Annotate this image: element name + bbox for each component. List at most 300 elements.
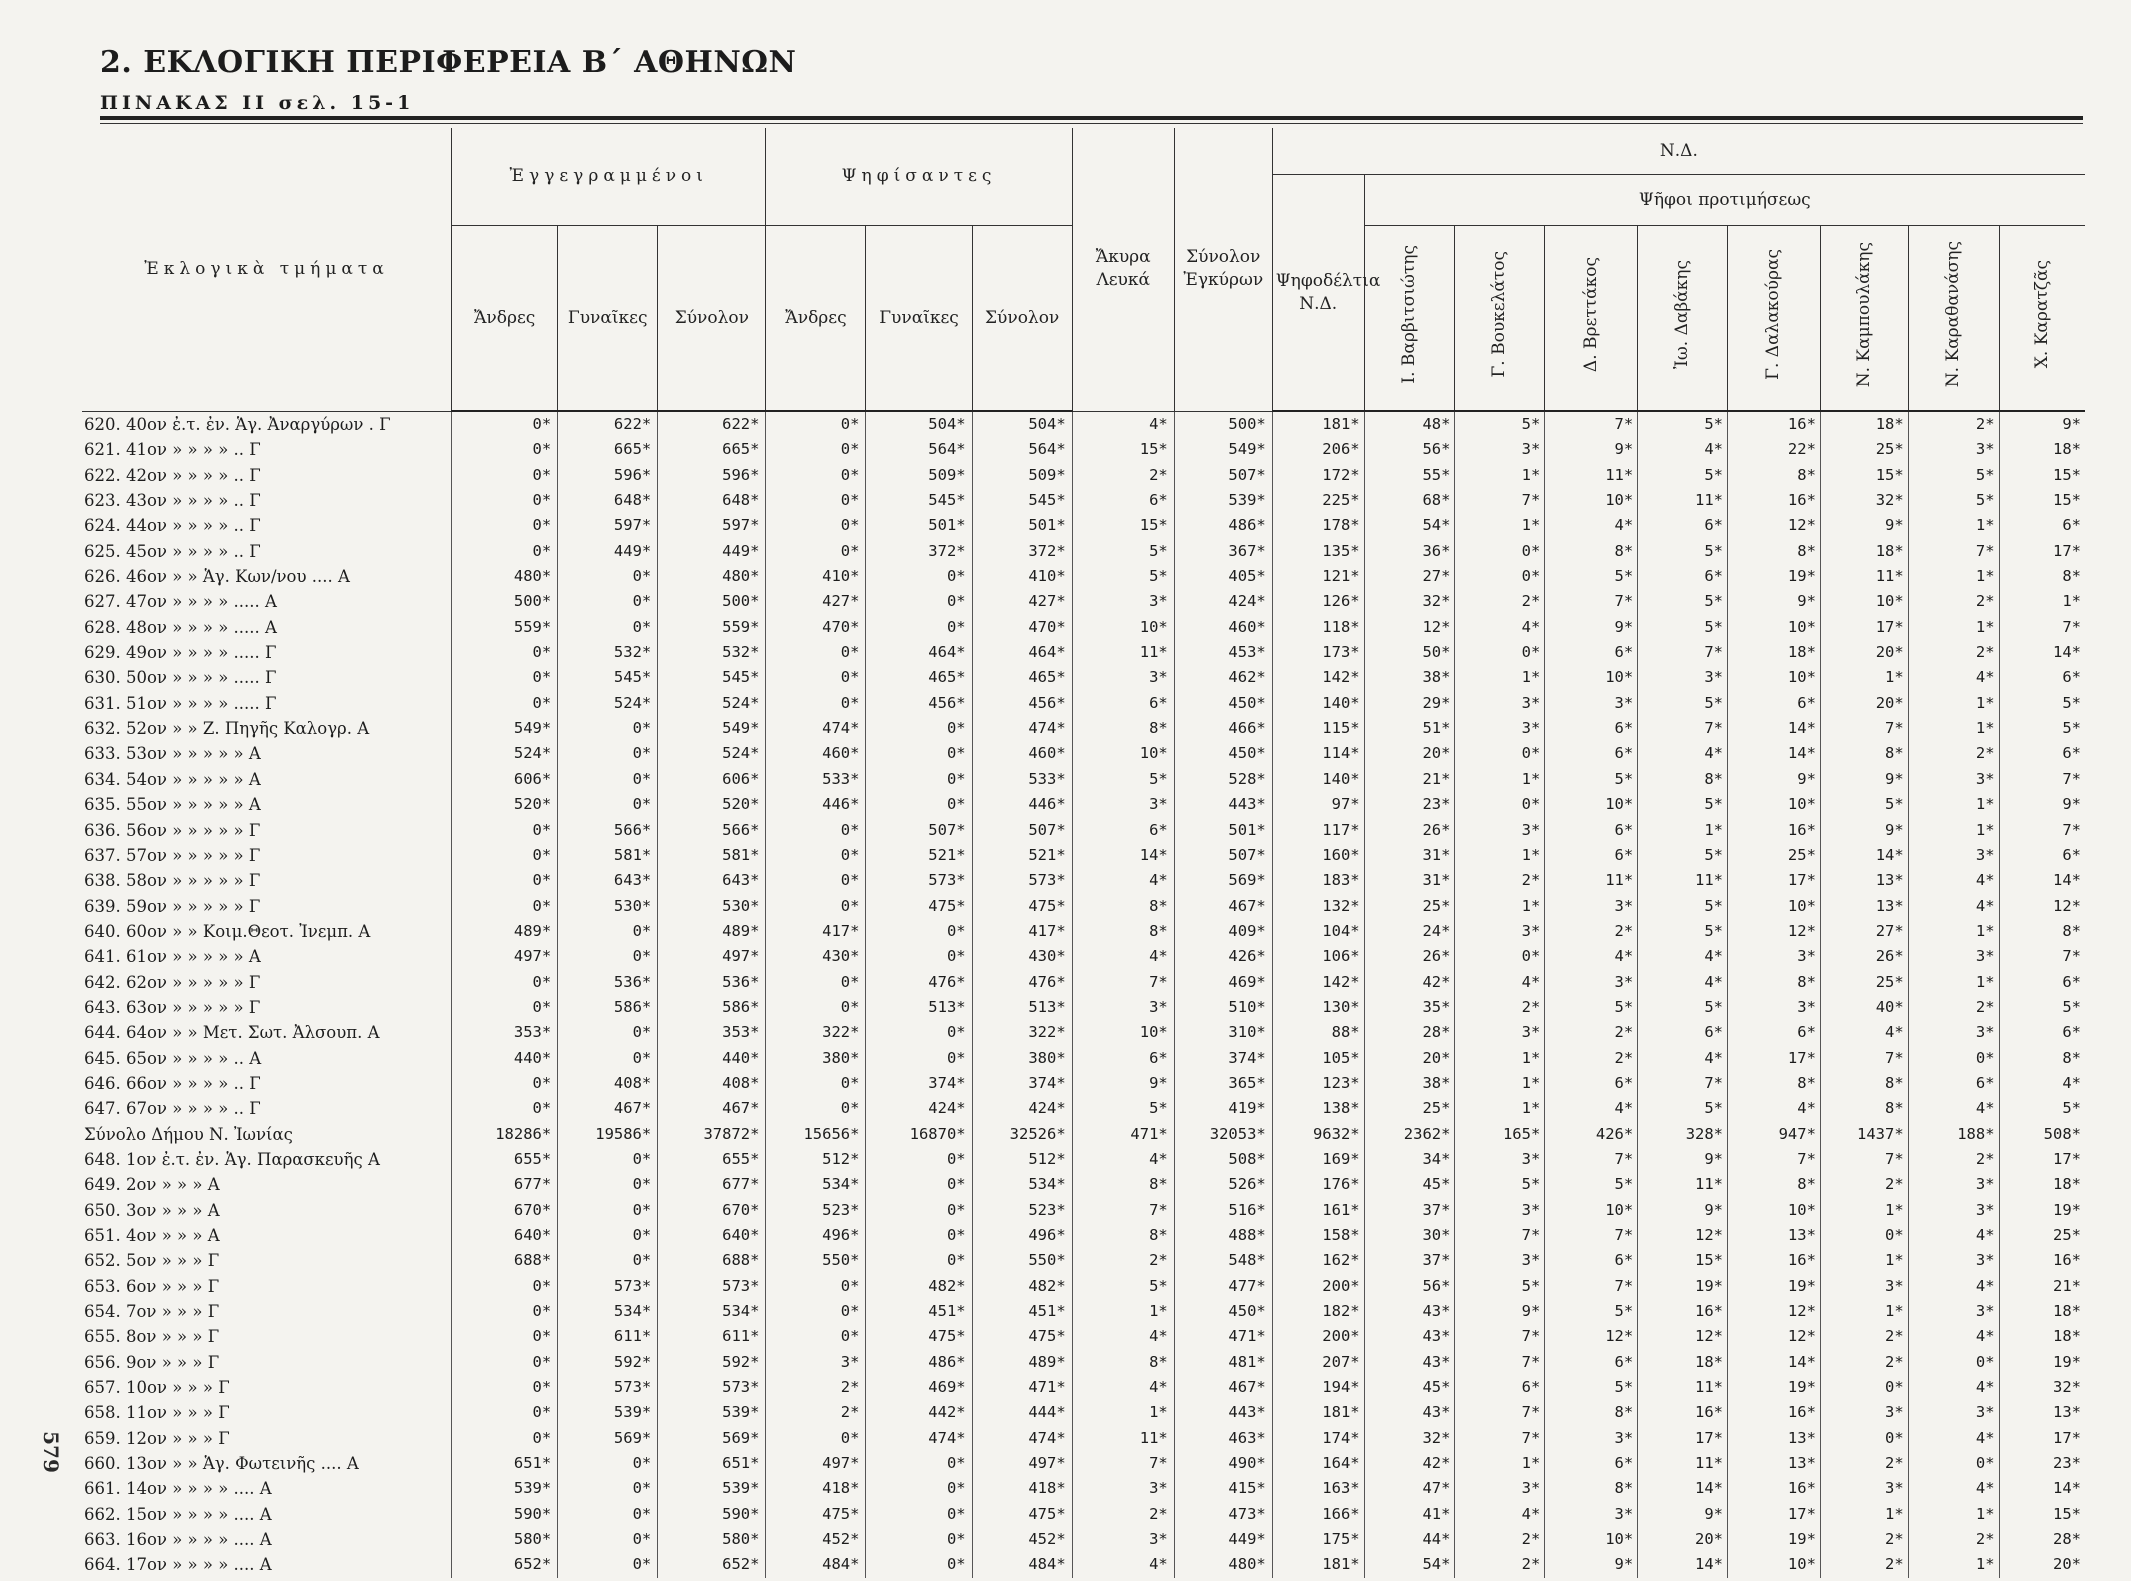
value-cell: 440* xyxy=(452,1046,558,1071)
value-cell: 1* xyxy=(1908,716,1999,741)
value-cell: 539* xyxy=(1174,488,1272,513)
value-cell: 29* xyxy=(1364,691,1455,716)
header-invalid: Ἄκυρα Λευκά xyxy=(1072,128,1174,411)
table-row xyxy=(82,513,2085,538)
value-cell: 2* xyxy=(1908,995,1999,1020)
value-cell: 6* xyxy=(1545,716,1638,741)
value-cell: 545* xyxy=(558,665,658,690)
value-cell: 17* xyxy=(1820,615,1908,640)
value-cell: 23* xyxy=(1364,792,1455,817)
value-cell: 464* xyxy=(866,640,972,665)
value-cell: 9* xyxy=(1999,411,2085,437)
value-cell: 490* xyxy=(1174,1451,1272,1476)
value-cell: 166* xyxy=(1272,1502,1364,1527)
value-cell: 3* xyxy=(1545,1426,1638,1451)
value-cell: 6* xyxy=(1545,1451,1638,1476)
value-cell: 0* xyxy=(766,539,866,564)
value-cell: 17* xyxy=(1638,1426,1728,1451)
value-cell: 1* xyxy=(1908,513,1999,538)
value-cell: 6* xyxy=(1728,691,1821,716)
section-label: 639. 59ον » » » » » Γ xyxy=(84,896,261,916)
value-cell: 1* xyxy=(1455,894,1545,919)
header-registered-men: Ἄνδρες xyxy=(452,226,558,412)
value-cell: 0* xyxy=(558,944,658,969)
value-cell: 0* xyxy=(766,488,866,513)
value-cell: 20* xyxy=(1999,1552,2085,1577)
value-cell: 3* xyxy=(1455,919,1545,944)
value-cell: 178* xyxy=(1272,513,1364,538)
value-cell: 10* xyxy=(1728,1198,1821,1223)
value-cell: 7* xyxy=(1545,411,1638,437)
value-cell: 372* xyxy=(972,539,1072,564)
value-cell: 521* xyxy=(972,843,1072,868)
value-cell: 10* xyxy=(1820,589,1908,614)
value-cell: 475* xyxy=(866,894,972,919)
value-cell: 181* xyxy=(1272,1400,1364,1425)
value-cell: 688* xyxy=(658,1248,766,1273)
value-cell: 12* xyxy=(1545,1324,1638,1349)
value-cell: 9* xyxy=(1999,792,2085,817)
value-cell: 225* xyxy=(1272,488,1364,513)
value-cell: 532* xyxy=(558,640,658,665)
value-cell: 3* xyxy=(1455,1476,1545,1501)
section-label: 622. 42ον » » » » .. Γ xyxy=(84,465,261,485)
value-cell: 418* xyxy=(972,1476,1072,1501)
header-sections: Ἐκλογικὰ τμήματα xyxy=(82,128,452,411)
value-cell: 1* xyxy=(1455,843,1545,868)
value-cell: 440* xyxy=(658,1046,766,1071)
value-cell: 475* xyxy=(972,1324,1072,1349)
value-cell: 14* xyxy=(1728,1350,1821,1375)
value-cell: 164* xyxy=(1272,1451,1364,1476)
value-cell: 140* xyxy=(1272,767,1364,792)
value-cell: 0* xyxy=(866,564,972,589)
value-cell: 467* xyxy=(558,1096,658,1121)
value-cell: 6* xyxy=(1638,564,1728,589)
value-cell: 559* xyxy=(658,615,766,640)
value-cell: 2* xyxy=(1455,868,1545,893)
value-cell: 3* xyxy=(1908,437,1999,462)
value-cell: 13* xyxy=(1728,1223,1821,1248)
value-cell: 4* xyxy=(1638,970,1728,995)
value-cell: 14* xyxy=(1820,843,1908,868)
value-cell: 3* xyxy=(1908,767,1999,792)
value-cell: 10* xyxy=(1072,615,1174,640)
value-cell: 640* xyxy=(452,1223,558,1248)
value-cell: 5* xyxy=(1999,691,2085,716)
value-cell: 0* xyxy=(558,1046,658,1071)
value-cell: 489* xyxy=(452,919,558,944)
value-cell: 1* xyxy=(1072,1400,1174,1425)
value-cell: 536* xyxy=(558,970,658,995)
value-cell: 353* xyxy=(658,1020,766,1045)
page-header xyxy=(100,45,796,114)
value-cell: 6* xyxy=(1545,640,1638,665)
value-cell: 0* xyxy=(866,741,972,766)
value-cell: 9* xyxy=(1545,615,1638,640)
value-cell: 0* xyxy=(452,640,558,665)
section-label: 646. 66ον » » » » .. Γ xyxy=(84,1073,261,1093)
value-cell: 947* xyxy=(1728,1122,1821,1147)
page-title: 2. ΕΚΛΟΓΙΚΗ ΠΕΡΙΦΕΡΕΙΑ Β΄ ΑΘΗΝΩΝ xyxy=(100,45,797,80)
value-cell: 6* xyxy=(1545,1248,1638,1273)
value-cell: 0* xyxy=(452,843,558,868)
value-cell: 3* xyxy=(1638,665,1728,690)
value-cell: 569* xyxy=(658,1426,766,1451)
page-number: 579 xyxy=(38,1431,63,1473)
value-cell: 2* xyxy=(1545,919,1638,944)
value-cell: 11* xyxy=(1638,868,1728,893)
section-label: 645. 65ον » » » » .. Α xyxy=(84,1048,262,1068)
value-cell: 0* xyxy=(766,640,866,665)
value-cell: 15* xyxy=(1999,488,2085,513)
value-cell: 9* xyxy=(1545,437,1638,462)
value-cell: 1* xyxy=(1455,665,1545,690)
value-cell: 130* xyxy=(1272,995,1364,1020)
value-cell: 8* xyxy=(1728,1172,1821,1197)
value-cell: 10* xyxy=(1545,1198,1638,1223)
value-cell: 43* xyxy=(1364,1299,1455,1324)
value-cell: 38* xyxy=(1364,665,1455,690)
table-subtitle: ΠΙΝΑΚΑΣ ΙΙ σελ. 15-1 xyxy=(100,92,415,114)
value-cell: 0* xyxy=(558,564,658,589)
value-cell: 106* xyxy=(1272,944,1364,969)
value-cell: 30* xyxy=(1364,1223,1455,1248)
value-cell: 0* xyxy=(452,1324,558,1349)
value-cell: 5* xyxy=(1545,564,1638,589)
table-row xyxy=(82,1451,2085,1476)
value-cell: 4* xyxy=(1072,1324,1174,1349)
section-label: 628. 48ον » » » » ..... Α xyxy=(84,617,277,637)
section-label: 644. 64ον » » Μετ. Σωτ. Ἀλσουπ. Α xyxy=(84,1023,380,1043)
value-cell: 7* xyxy=(1545,1223,1638,1248)
value-cell: 5* xyxy=(1545,995,1638,1020)
value-cell: 5* xyxy=(1638,1096,1728,1121)
value-cell: 16870* xyxy=(866,1122,972,1147)
table-body xyxy=(82,411,2085,1578)
value-cell: 1* xyxy=(1820,665,1908,690)
value-cell: 474* xyxy=(766,716,866,741)
value-cell: 677* xyxy=(658,1172,766,1197)
value-cell: 456* xyxy=(866,691,972,716)
value-cell: 3* xyxy=(1908,1248,1999,1273)
header-valid: Σύνολον Ἐγκύρων xyxy=(1174,128,1272,411)
value-cell: 446* xyxy=(766,792,866,817)
table-row xyxy=(82,564,2085,589)
header-nd-ballots: Ψηφοδέλτια Ν.Δ. xyxy=(1272,175,1364,412)
value-cell: 513* xyxy=(972,995,1072,1020)
value-cell: 9* xyxy=(1545,1552,1638,1577)
value-cell: 0* xyxy=(1908,1451,1999,1476)
value-cell: 10* xyxy=(1545,1527,1638,1552)
value-cell: 408* xyxy=(558,1071,658,1096)
value-cell: 2* xyxy=(766,1400,866,1425)
value-cell: 181* xyxy=(1272,411,1364,437)
value-cell: 2* xyxy=(1455,1552,1545,1577)
value-cell: 8* xyxy=(1072,716,1174,741)
value-cell: 5* xyxy=(1545,767,1638,792)
value-cell: 174* xyxy=(1272,1426,1364,1451)
value-cell: 162* xyxy=(1272,1248,1364,1273)
value-cell: 7* xyxy=(1072,970,1174,995)
value-cell: 0* xyxy=(558,741,658,766)
value-cell: 510* xyxy=(1174,995,1272,1020)
value-cell: 7* xyxy=(1999,767,2085,792)
value-cell: 183* xyxy=(1272,868,1364,893)
value-cell: 16* xyxy=(1728,818,1821,843)
value-cell: 466* xyxy=(1174,716,1272,741)
value-cell: 442* xyxy=(866,1400,972,1425)
value-cell: 11* xyxy=(1072,640,1174,665)
value-cell: 3* xyxy=(1908,1172,1999,1197)
header-candidate: Ἰω. Δαβάκης xyxy=(1638,226,1728,412)
value-cell: 176* xyxy=(1272,1172,1364,1197)
value-cell: 409* xyxy=(1174,919,1272,944)
value-cell: 1* xyxy=(1455,1046,1545,1071)
value-cell: 161* xyxy=(1272,1198,1364,1223)
value-cell: 25* xyxy=(1820,970,1908,995)
section-label: 663. 16ον » » » » .... Α xyxy=(84,1530,272,1550)
value-cell: 6* xyxy=(1545,741,1638,766)
value-cell: 8* xyxy=(1072,1223,1174,1248)
value-cell: 481* xyxy=(1174,1350,1272,1375)
value-cell: 5* xyxy=(1455,1274,1545,1299)
value-cell: 0* xyxy=(866,1172,972,1197)
value-cell: 573* xyxy=(866,868,972,893)
value-cell: 500* xyxy=(658,589,766,614)
value-cell: 5* xyxy=(1638,843,1728,868)
value-cell: 160* xyxy=(1272,843,1364,868)
value-cell: 5* xyxy=(1638,463,1728,488)
value-cell: 419* xyxy=(1174,1096,1272,1121)
value-cell: 651* xyxy=(452,1451,558,1476)
value-cell: 6* xyxy=(1072,691,1174,716)
value-cell: 1* xyxy=(1455,1071,1545,1096)
value-cell: 17* xyxy=(1728,1046,1821,1071)
value-cell: 3* xyxy=(1908,944,1999,969)
value-cell: 8* xyxy=(1820,1071,1908,1096)
value-cell: 18* xyxy=(1638,1350,1728,1375)
table-row xyxy=(82,488,2085,513)
section-label: 653. 6ον » » » Γ xyxy=(84,1276,220,1296)
value-cell: 42* xyxy=(1364,1451,1455,1476)
value-cell: 51* xyxy=(1364,716,1455,741)
value-cell: 10* xyxy=(1545,665,1638,690)
value-cell: 16* xyxy=(1638,1400,1728,1425)
value-cell: 12* xyxy=(1728,513,1821,538)
value-cell: 0* xyxy=(866,589,972,614)
value-cell: 569* xyxy=(1174,868,1272,893)
value-cell: 4* xyxy=(1455,615,1545,640)
value-cell: 6* xyxy=(1999,1020,2085,1045)
value-cell: 9* xyxy=(1820,513,1908,538)
value-cell: 0* xyxy=(766,894,866,919)
table-row xyxy=(82,1552,2085,1577)
table-row xyxy=(82,1324,2085,1349)
section-label: 641. 61ον » » » » » Α xyxy=(84,947,261,967)
value-cell: 513* xyxy=(866,995,972,1020)
value-cell: 11* xyxy=(1638,1172,1728,1197)
table-row xyxy=(82,1426,2085,1451)
value-cell: 508* xyxy=(1174,1147,1272,1172)
section-label: 630. 50ον » » » » ..... Γ xyxy=(84,668,277,688)
value-cell: 4* xyxy=(1908,868,1999,893)
value-cell: 482* xyxy=(866,1274,972,1299)
header-candidate: Γ. Δαλακούρας xyxy=(1728,226,1821,412)
value-cell: 469* xyxy=(1174,970,1272,995)
value-cell: 34* xyxy=(1364,1147,1455,1172)
value-cell: 5* xyxy=(1072,767,1174,792)
value-cell: 3* xyxy=(1072,1527,1174,1552)
value-cell: 142* xyxy=(1272,970,1364,995)
value-cell: 545* xyxy=(658,665,766,690)
value-cell: 0* xyxy=(766,463,866,488)
value-cell: 0* xyxy=(558,1527,658,1552)
value-cell: 451* xyxy=(866,1299,972,1324)
value-cell: 9* xyxy=(1638,1198,1728,1223)
value-cell: 8* xyxy=(1728,539,1821,564)
value-cell: 474* xyxy=(866,1426,972,1451)
value-cell: 597* xyxy=(558,513,658,538)
value-cell: 5* xyxy=(1638,615,1728,640)
value-cell: 117* xyxy=(1272,818,1364,843)
value-cell: 0* xyxy=(766,513,866,538)
table-row xyxy=(82,665,2085,690)
value-cell: 6* xyxy=(1545,818,1638,843)
value-cell: 453* xyxy=(1174,640,1272,665)
table-row xyxy=(82,1375,2085,1400)
value-cell: 456* xyxy=(972,691,1072,716)
value-cell: 2* xyxy=(1072,463,1174,488)
value-cell: 7* xyxy=(1455,488,1545,513)
header-voted-total: Σύνολον xyxy=(972,226,1072,412)
value-cell: 1* xyxy=(1455,767,1545,792)
value-cell: 465* xyxy=(866,665,972,690)
value-cell: 524* xyxy=(658,741,766,766)
value-cell: 25* xyxy=(1728,843,1821,868)
value-cell: 450* xyxy=(1174,691,1272,716)
value-cell: 5* xyxy=(1638,539,1728,564)
value-cell: 0* xyxy=(558,1223,658,1248)
value-cell: 516* xyxy=(1174,1198,1272,1223)
table-row xyxy=(82,640,2085,665)
table-row xyxy=(82,1223,2085,1248)
value-cell: 489* xyxy=(658,919,766,944)
value-cell: 1* xyxy=(1908,691,1999,716)
value-cell: 0* xyxy=(1455,944,1545,969)
value-cell: 509* xyxy=(866,463,972,488)
value-cell: 20* xyxy=(1820,640,1908,665)
value-cell: 37* xyxy=(1364,1248,1455,1273)
value-cell: 6* xyxy=(1728,1020,1821,1045)
section-label: 656. 9ον » » » Γ xyxy=(84,1352,220,1372)
value-cell: 449* xyxy=(1174,1527,1272,1552)
value-cell: 471* xyxy=(972,1375,1072,1400)
value-cell: 1* xyxy=(1455,463,1545,488)
value-cell: 477* xyxy=(1174,1274,1272,1299)
section-label: 624. 44ον » » » » .. Γ xyxy=(84,516,261,536)
value-cell: 4* xyxy=(1072,1375,1174,1400)
header-candidate: Δ. Βρεττάκος xyxy=(1545,226,1638,412)
value-cell: 4* xyxy=(1638,1046,1728,1071)
value-cell: 6* xyxy=(1908,1071,1999,1096)
value-cell: 8* xyxy=(1820,741,1908,766)
value-cell: 677* xyxy=(452,1172,558,1197)
value-cell: 508* xyxy=(1999,1122,2085,1147)
value-cell: 19586* xyxy=(558,1122,658,1147)
value-cell: 0* xyxy=(1455,741,1545,766)
value-cell: 11* xyxy=(1638,488,1728,513)
value-cell: 1* xyxy=(1999,589,2085,614)
value-cell: 5* xyxy=(1638,995,1728,1020)
value-cell: 0* xyxy=(558,716,658,741)
value-cell: 206* xyxy=(1272,437,1364,462)
value-cell: 451* xyxy=(972,1299,1072,1324)
header-registered-women: Γυναῖκες xyxy=(558,226,658,412)
value-cell: 539* xyxy=(658,1400,766,1425)
value-cell: 670* xyxy=(658,1198,766,1223)
value-cell: 13* xyxy=(1728,1451,1821,1476)
value-cell: 4* xyxy=(1908,1274,1999,1299)
value-cell: 7* xyxy=(1638,640,1728,665)
value-cell: 0* xyxy=(866,792,972,817)
value-cell: 172* xyxy=(1272,463,1364,488)
value-cell: 9632* xyxy=(1272,1122,1364,1147)
table-row xyxy=(82,1400,2085,1425)
header-registered: Ἐγγεγραμμένοι xyxy=(452,128,766,226)
value-cell: 138* xyxy=(1272,1096,1364,1121)
section-label: 643. 63ον » » » » » Γ xyxy=(84,997,261,1017)
value-cell: 7* xyxy=(1820,1046,1908,1071)
value-cell: 4* xyxy=(1072,944,1174,969)
value-cell: 460* xyxy=(972,741,1072,766)
value-cell: 10* xyxy=(1728,894,1821,919)
value-cell: 7* xyxy=(1455,1350,1545,1375)
value-cell: 3* xyxy=(1072,995,1174,1020)
value-cell: 6* xyxy=(1072,1046,1174,1071)
value-cell: 480* xyxy=(452,564,558,589)
value-cell: 417* xyxy=(766,919,866,944)
value-cell: 104* xyxy=(1272,919,1364,944)
value-cell: 45* xyxy=(1364,1172,1455,1197)
value-cell: 0* xyxy=(558,919,658,944)
value-cell: 611* xyxy=(558,1324,658,1349)
value-cell: 5* xyxy=(1908,463,1999,488)
value-cell: 13* xyxy=(1999,1400,2085,1425)
value-cell: 5* xyxy=(1638,691,1728,716)
value-cell: 2* xyxy=(1545,1046,1638,1071)
value-cell: 43* xyxy=(1364,1400,1455,1425)
header-voted-women: Γυναῖκες xyxy=(866,226,972,412)
value-cell: 12* xyxy=(1638,1324,1728,1349)
value-cell: 580* xyxy=(452,1527,558,1552)
value-cell: 0* xyxy=(452,1299,558,1324)
value-cell: 482* xyxy=(972,1274,1072,1299)
value-cell: 528* xyxy=(1174,767,1272,792)
section-label: 651. 4ον » » » Α xyxy=(84,1226,220,1245)
value-cell: 539* xyxy=(658,1476,766,1501)
value-cell: 5* xyxy=(1072,1274,1174,1299)
value-cell: 586* xyxy=(558,995,658,1020)
value-cell: 0* xyxy=(558,1198,658,1223)
value-cell: 655* xyxy=(658,1147,766,1172)
value-cell: 26* xyxy=(1820,944,1908,969)
table-row xyxy=(82,919,2085,944)
value-cell: 0* xyxy=(452,1096,558,1121)
value-cell: 3* xyxy=(1455,818,1545,843)
value-cell: 7* xyxy=(1455,1324,1545,1349)
value-cell: 507* xyxy=(866,818,972,843)
